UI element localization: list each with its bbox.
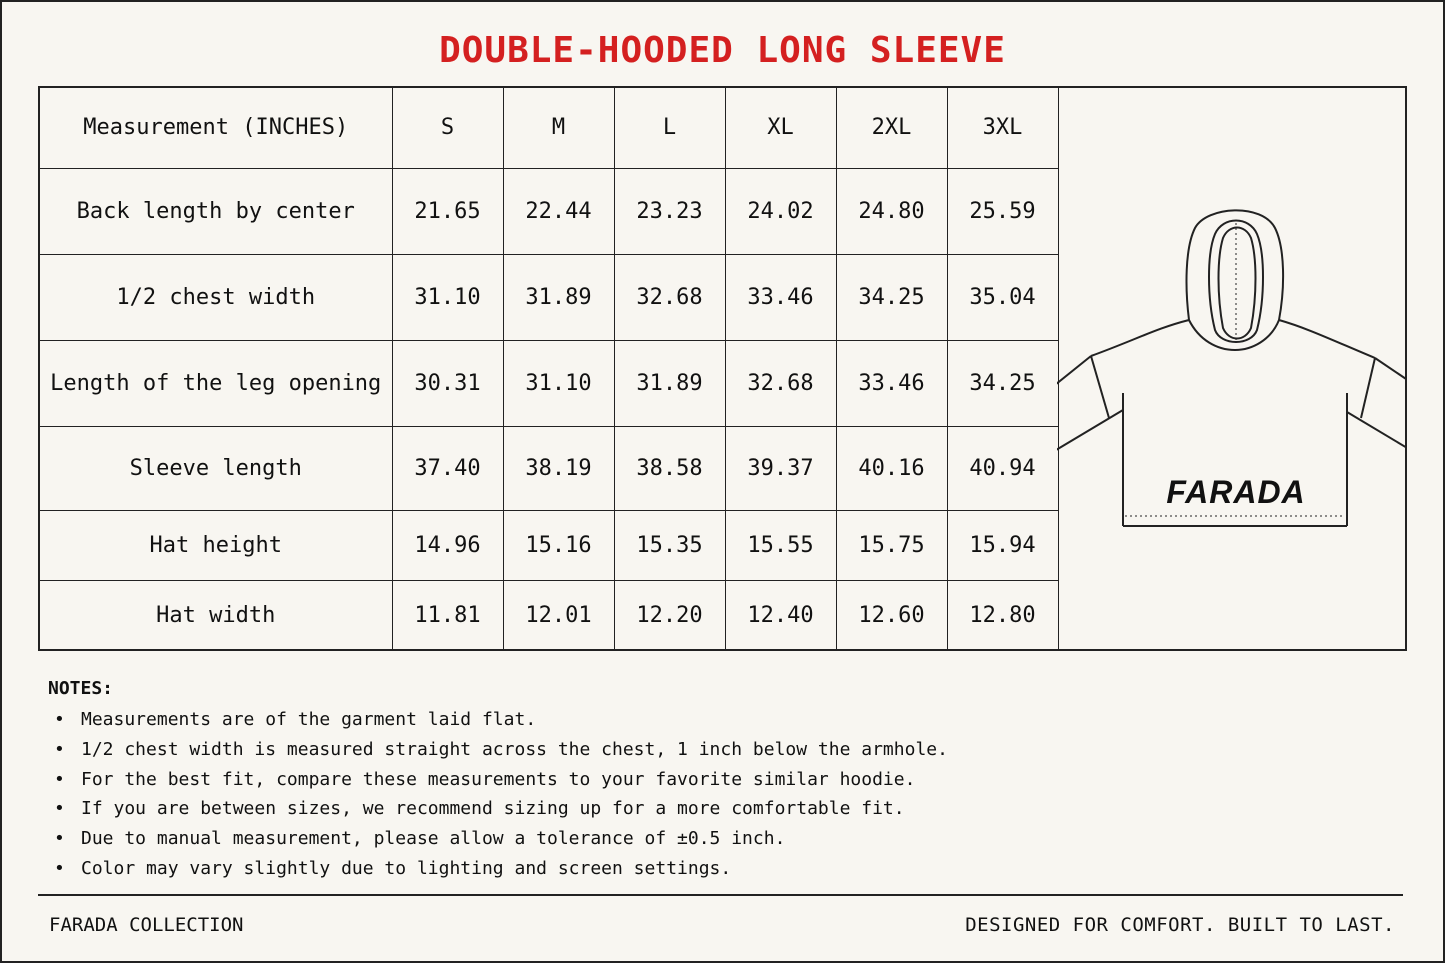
table-cell: 38.19 <box>503 426 614 510</box>
table-row <box>40 510 1058 580</box>
table-cell: 12.20 <box>614 580 725 651</box>
table-cell: 37.40 <box>392 426 503 510</box>
notes-list <box>48 705 1148 884</box>
bullet-icon: • <box>54 709 65 730</box>
list-item <box>48 705 1148 735</box>
row-label: Length of the leg opening <box>40 340 392 426</box>
footer-right: DESIGNED FOR COMFORT. BUILT TO LAST. <box>965 914 1395 936</box>
table-cell: 14.96 <box>392 510 503 580</box>
table-cell: 32.68 <box>725 340 836 426</box>
header-measurement: Measurement (INCHES) <box>40 88 392 168</box>
list-item <box>48 854 1148 884</box>
note-text: Measurements are of the garment laid flat. <box>81 709 537 730</box>
table-cell: 31.89 <box>503 254 614 340</box>
table-cell: 25.59 <box>947 168 1058 254</box>
row-label: Sleeve length <box>40 426 392 510</box>
header-size: XL <box>725 88 836 168</box>
table-cell: 30.31 <box>392 340 503 426</box>
table-cell: 15.35 <box>614 510 725 580</box>
table-cell: 21.65 <box>392 168 503 254</box>
list-item <box>48 794 1148 824</box>
list-item <box>48 735 1148 765</box>
table-cell: 12.60 <box>836 580 947 651</box>
table-cell: 35.04 <box>947 254 1058 340</box>
table-cell: 15.55 <box>725 510 836 580</box>
table-cell: 31.89 <box>614 340 725 426</box>
note-text: Due to manual measurement, please allow a tolerance of ±0.5 inch. <box>81 828 786 850</box>
table-cell: 38.58 <box>614 426 725 510</box>
table-cell: 24.80 <box>836 168 947 254</box>
header-size: 3XL <box>947 88 1058 168</box>
table-row <box>40 168 1058 254</box>
table-cell: 24.02 <box>725 168 836 254</box>
table-cell: 34.25 <box>947 340 1058 426</box>
table-cell: 40.16 <box>836 426 947 510</box>
row-label: 1/2 chest width <box>40 254 392 340</box>
note-text: If you are between sizes, we recommend sizing up for a more comfortable fit. <box>81 798 905 820</box>
header-size: S <box>392 88 503 168</box>
table-cell: 12.80 <box>947 580 1058 651</box>
size-chart <box>38 86 1407 651</box>
table-cell: 33.46 <box>725 254 836 340</box>
size-table <box>40 88 1059 651</box>
note-text: 1/2 chest width is measured straight across the chest, 1 inch below the armhole. <box>81 738 948 760</box>
table-cell: 31.10 <box>392 254 503 340</box>
bullet-icon: • <box>54 798 65 820</box>
bullet-icon: • <box>54 738 65 760</box>
table-cell: 34.25 <box>836 254 947 340</box>
table-cell: 15.94 <box>947 510 1058 580</box>
row-label: Hat width <box>40 580 392 651</box>
notes-title: NOTES: <box>48 678 114 699</box>
row-label: Back length by center <box>40 168 392 254</box>
bullet-icon: • <box>54 828 65 850</box>
table-cell: 31.10 <box>503 340 614 426</box>
table-cell: 40.94 <box>947 426 1058 510</box>
hoodie-icon <box>1057 88 1407 649</box>
table-row <box>40 340 1058 426</box>
note-text: For the best fit, compare these measurements to your favorite similar hoodie. <box>81 768 916 790</box>
header-size: M <box>503 88 614 168</box>
table-cell: 23.23 <box>614 168 725 254</box>
page-title: DOUBLE-HOODED LONG SLEEVE <box>439 30 1006 71</box>
table-row <box>40 580 1058 651</box>
footer-left: FARADA COLLECTION <box>49 914 244 936</box>
table-cell: 39.37 <box>725 426 836 510</box>
table-cell: 32.68 <box>614 254 725 340</box>
header-size: L <box>614 88 725 168</box>
note-text: Color may vary slightly due to lighting and screen settings. <box>81 857 732 879</box>
list-item <box>48 824 1148 854</box>
notes-section <box>48 678 1148 884</box>
footer-divider <box>38 894 1403 896</box>
header-size: 2XL <box>836 88 947 168</box>
row-label: Hat height <box>40 510 392 580</box>
table-cell: 12.40 <box>725 580 836 651</box>
table-cell: 12.01 <box>503 580 614 651</box>
table-header-row <box>40 88 1058 168</box>
table-cell: 15.75 <box>836 510 947 580</box>
table-row <box>40 254 1058 340</box>
table-cell: 11.81 <box>392 580 503 651</box>
table-cell: 22.44 <box>503 168 614 254</box>
farada-logo: FARADA <box>1166 474 1306 510</box>
bullet-icon: • <box>54 857 65 879</box>
table-row <box>40 426 1058 510</box>
list-item <box>48 765 1148 795</box>
table-cell: 15.16 <box>503 510 614 580</box>
table-cell: 33.46 <box>836 340 947 426</box>
bullet-icon: • <box>54 768 65 790</box>
hoodie-illustration <box>1057 88 1407 649</box>
